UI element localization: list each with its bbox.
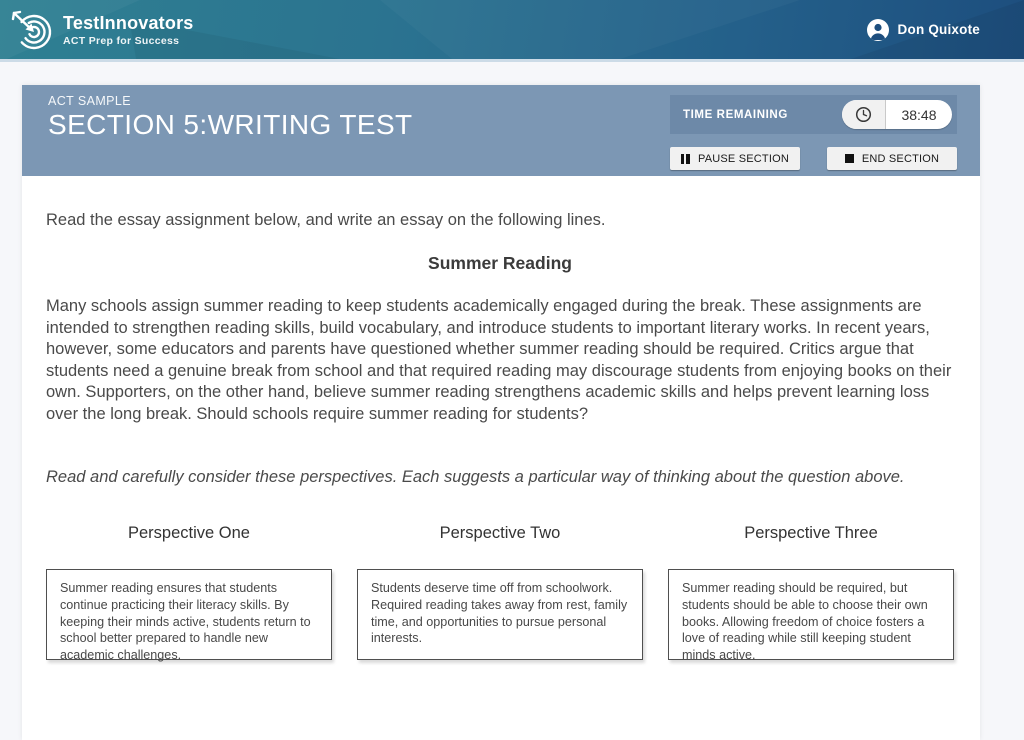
user-menu[interactable] (866, 18, 980, 42)
perspective-three (668, 523, 954, 661)
clock-segment (842, 100, 886, 129)
perspective-two (357, 523, 643, 661)
essay-title: Summer Reading (428, 252, 572, 273)
brand-tagline: ACT Prep for Success (63, 34, 180, 47)
test-card (22, 85, 980, 740)
perspective-title: Perspective Two (439, 523, 561, 542)
brand-name: TestInnovators (63, 12, 194, 33)
stop-icon (845, 154, 854, 163)
pause-section-label: PAUSE SECTION (697, 152, 790, 165)
time-remaining-value: 38:48 (901, 106, 937, 123)
timer-group (670, 95, 957, 170)
perspective-title: Perspective Three (744, 523, 878, 542)
section-header (22, 85, 980, 176)
test-name-label: ACT SAMPLE (48, 94, 131, 108)
perspectives-row (46, 523, 954, 661)
user-avatar-icon (866, 18, 890, 42)
app-header (0, 0, 1024, 62)
perspective-text-box: Summer reading should be required, but students should be able to choose their own books. Allowing freedom of choice fosters a love of reading while still keeping student minds active. (668, 569, 954, 660)
section-title: SECTION 5:WRITING TEST (48, 109, 413, 140)
header-facet-decoration (380, 0, 800, 62)
perspectives-intro: Read and carefully consider these perspectives. Each suggests a particular way of thinking about the question above. (46, 468, 905, 486)
perspective-title: Perspective One (128, 523, 250, 542)
essay-prompt: Many schools assign summer reading to keep students academically engaged during the break. These assignments are intended to strengthen reading skills, build vocabulary, and introduce students to important literary works. In recent years, however, some educators and parents have questioned whether summer reading should be required. Critics argue that students need a genuine break from school and that required reading may discourage students from enjoying books on their own. Supporters, on the other hand, believe summer reading strengthens academic skills and helps prevent learning loss over the long break. Should schools require summer reading for students? (46, 297, 952, 423)
timer-panel (670, 95, 957, 134)
essay-assignment (22, 176, 980, 663)
user-name: Don Quixote (897, 22, 980, 37)
perspective-one (46, 523, 332, 661)
perspective-text-box: Students deserve time off from schoolwork. Required reading takes away from rest, family time, and opportunities to pursue personal interests. (357, 569, 643, 660)
end-section-button[interactable] (827, 147, 957, 170)
bullseye-arrow-logo-icon (10, 8, 54, 52)
pause-section-button[interactable] (670, 147, 800, 170)
time-remaining-display (842, 100, 952, 129)
clock-icon (855, 106, 872, 123)
perspective-text-box: Summer reading ensures that students continue practicing their literacy skills. By keeping their minds active, students return to school better prepared to handle new academic challenges. (46, 569, 332, 660)
brand-text (63, 13, 194, 47)
timer-label: TIME REMAINING (683, 108, 788, 121)
brand[interactable] (10, 8, 194, 52)
assignment-instructions: Read the essay assignment below, and write an essay on the following lines. (46, 211, 606, 229)
section-controls (670, 147, 957, 170)
end-section-label: END SECTION (861, 152, 940, 165)
pause-icon (681, 154, 690, 164)
